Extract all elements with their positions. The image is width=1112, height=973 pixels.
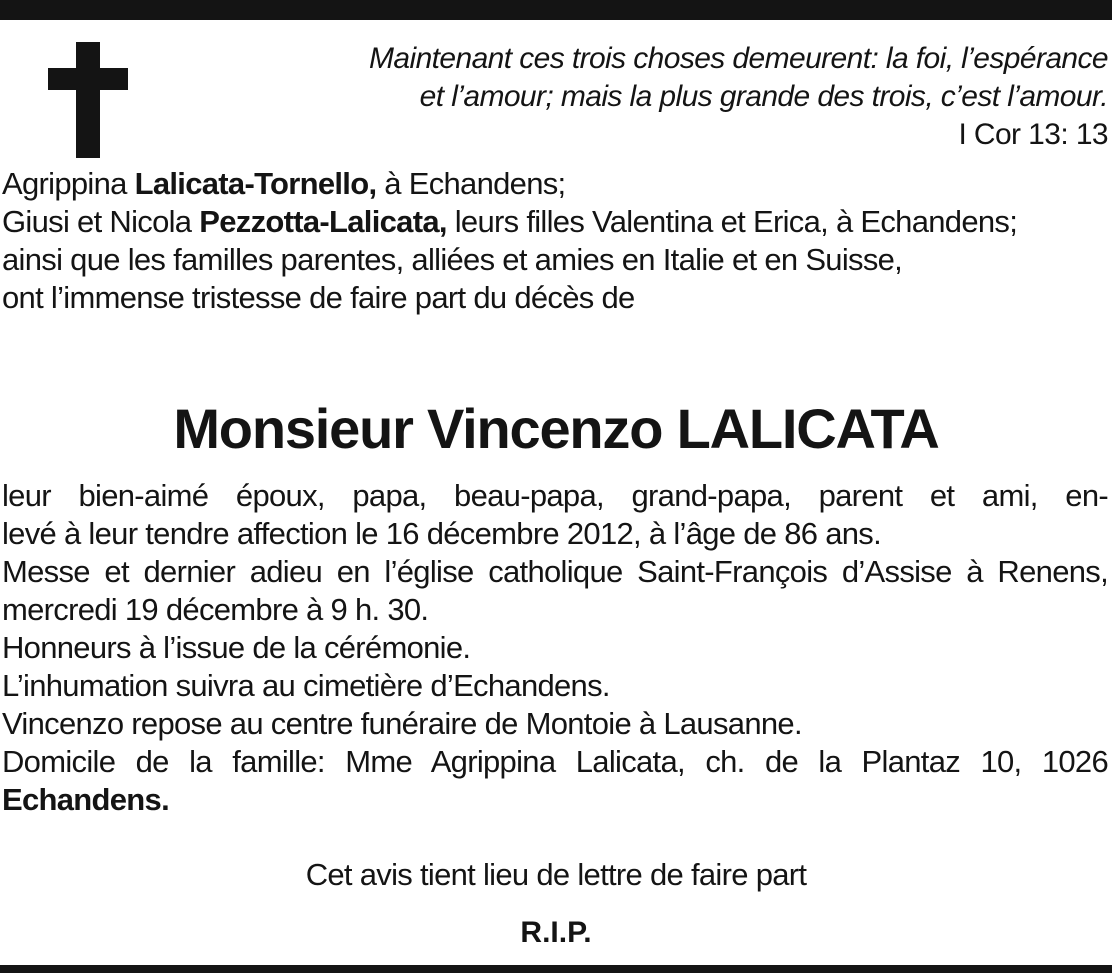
family-announcement bbox=[2, 165, 1108, 317]
family-name-lalicata-tornello: Lalicata-Tornello, bbox=[134, 166, 377, 201]
family-line-1-prefix: Agrippina bbox=[2, 166, 135, 201]
domicile-address: Domicile de la famille: Mme Agrippina Lalicata, ch. de la Plantaz 10, 1026 bbox=[2, 744, 1108, 779]
deceased-name: Monsieur Vincenzo LALICATA bbox=[173, 397, 939, 460]
family-domicile bbox=[2, 743, 1108, 819]
family-line-4: ont l’immense tristesse de faire part du décès de bbox=[2, 280, 635, 315]
notice-line: Cet avis tient lieu de lettre de faire part bbox=[305, 857, 807, 892]
bottom-rule bbox=[0, 965, 1112, 973]
honours-line: Honneurs à l’issue de la cérémonie. bbox=[2, 630, 471, 665]
family-line-1 bbox=[2, 165, 1108, 203]
family-line-3: ainsi que les familles parentes, alliées et amies en Italie et en Suisse, bbox=[2, 242, 903, 277]
latin-cross-icon bbox=[48, 42, 128, 158]
family-line-1-suffix: à Echandens; bbox=[376, 166, 566, 201]
mass-details: Messe et dernier adieu en l’église catholique Saint-François d’Assise à Renens, mercredi 19 décembre à 9 h. 30. bbox=[2, 554, 1108, 627]
family-line-2 bbox=[2, 203, 1108, 241]
repose-line: Vincenzo repose au centre funéraire de Montoie à Lausanne. bbox=[2, 706, 802, 741]
tribute-line-1: leur bien-aimé époux, papa, beau-papa, grand-papa, parent et ami, en- bbox=[2, 478, 1108, 513]
domicile-town: Echandens. bbox=[2, 782, 169, 817]
funeral-details bbox=[2, 477, 1108, 819]
burial-line: L’inhumation suivra au cimetière d’Echandens. bbox=[2, 668, 610, 703]
family-name-pezzotta-lalicata: Pezzotta-Lalicata, bbox=[199, 204, 447, 239]
verse-reference: I Cor 13: 13 bbox=[958, 118, 1108, 151]
verse-line-2: et l’amour; mais la plus grande des trois, c’est l’amour. bbox=[419, 80, 1108, 113]
family-line-2-prefix: Giusi et Nicola bbox=[2, 204, 200, 239]
rip-line: R.I.P. bbox=[520, 916, 592, 949]
top-rule bbox=[0, 0, 1112, 20]
verse-line-1: Maintenant ces trois choses demeurent: la foi, l’espérance bbox=[369, 42, 1108, 75]
tribute-line-2: levé à leur tendre affection le 16 décembre 2012, à l’âge de 86 ans. bbox=[2, 516, 882, 551]
scripture-verse bbox=[369, 40, 1108, 154]
family-line-2-suffix: leurs filles Valentina et Erica, à Echandens; bbox=[446, 204, 1018, 239]
